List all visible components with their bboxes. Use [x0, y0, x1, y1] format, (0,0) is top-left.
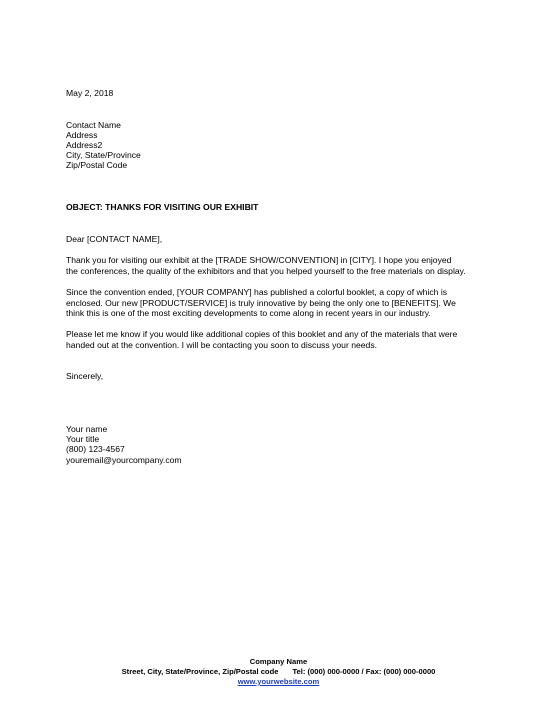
letter-subject: OBJECT: THANKS FOR VISITING OUR EXHIBIT: [66, 202, 259, 212]
body-paragraph-1: Thank you for visiting our exhibit at the [TRADE SHOW/CONVENTION] in [CITY]. I hope you enjoyed the conferences, the quality of the exhibitors and that you helped yourself to the free materials on display.: [66, 255, 466, 276]
signature-name: Your name: [66, 424, 108, 434]
signature-title: Your title: [66, 434, 100, 444]
body-paragraph-2: Since the convention ended, [YOUR COMPANY] has published a colorful booklet, a copy of which is enclosed. Our new [PRODUCT/SERVICE] is truly innovative by being the only one to [BENEFITS]. We think this is one of the most exciting developments to come along in recent years in our industry.: [66, 287, 456, 319]
recipient-name: Contact Name: [66, 120, 121, 130]
recipient-city-state: City, State/Province: [66, 150, 141, 160]
signature-email[interactable]: youremail@yourcompany.com: [66, 455, 182, 465]
signature-phone: (800) 123-4567: [66, 444, 125, 454]
footer-contact: Tel: (000) 000-0000 / Fax: (000) 000-0000: [292, 667, 436, 676]
footer-website-row: [0, 677, 557, 687]
body-paragraph-3: Please let me know if you would like additional copies of this booklet and any of the materials that were handed out at the convention. I will be contacting you soon to discuss your needs.: [66, 329, 458, 350]
recipient-address-line1: Address: [66, 130, 98, 140]
salutation: Dear [CONTACT NAME],: [66, 234, 163, 244]
footer-website-link[interactable]: www.yourwebsite.com: [237, 677, 320, 686]
footer-company-name: Company Name: [249, 657, 308, 666]
recipient-address-line2: Address2: [66, 140, 103, 150]
footer-address-line: [0, 667, 557, 677]
recipient-zip: Zip/Postal Code: [66, 160, 128, 170]
closing: Sincerely,: [66, 371, 104, 381]
letter-date: May 2, 2018: [66, 88, 114, 98]
footer-address: Street, City, State/Province, Zip/Postal code: [121, 667, 279, 676]
